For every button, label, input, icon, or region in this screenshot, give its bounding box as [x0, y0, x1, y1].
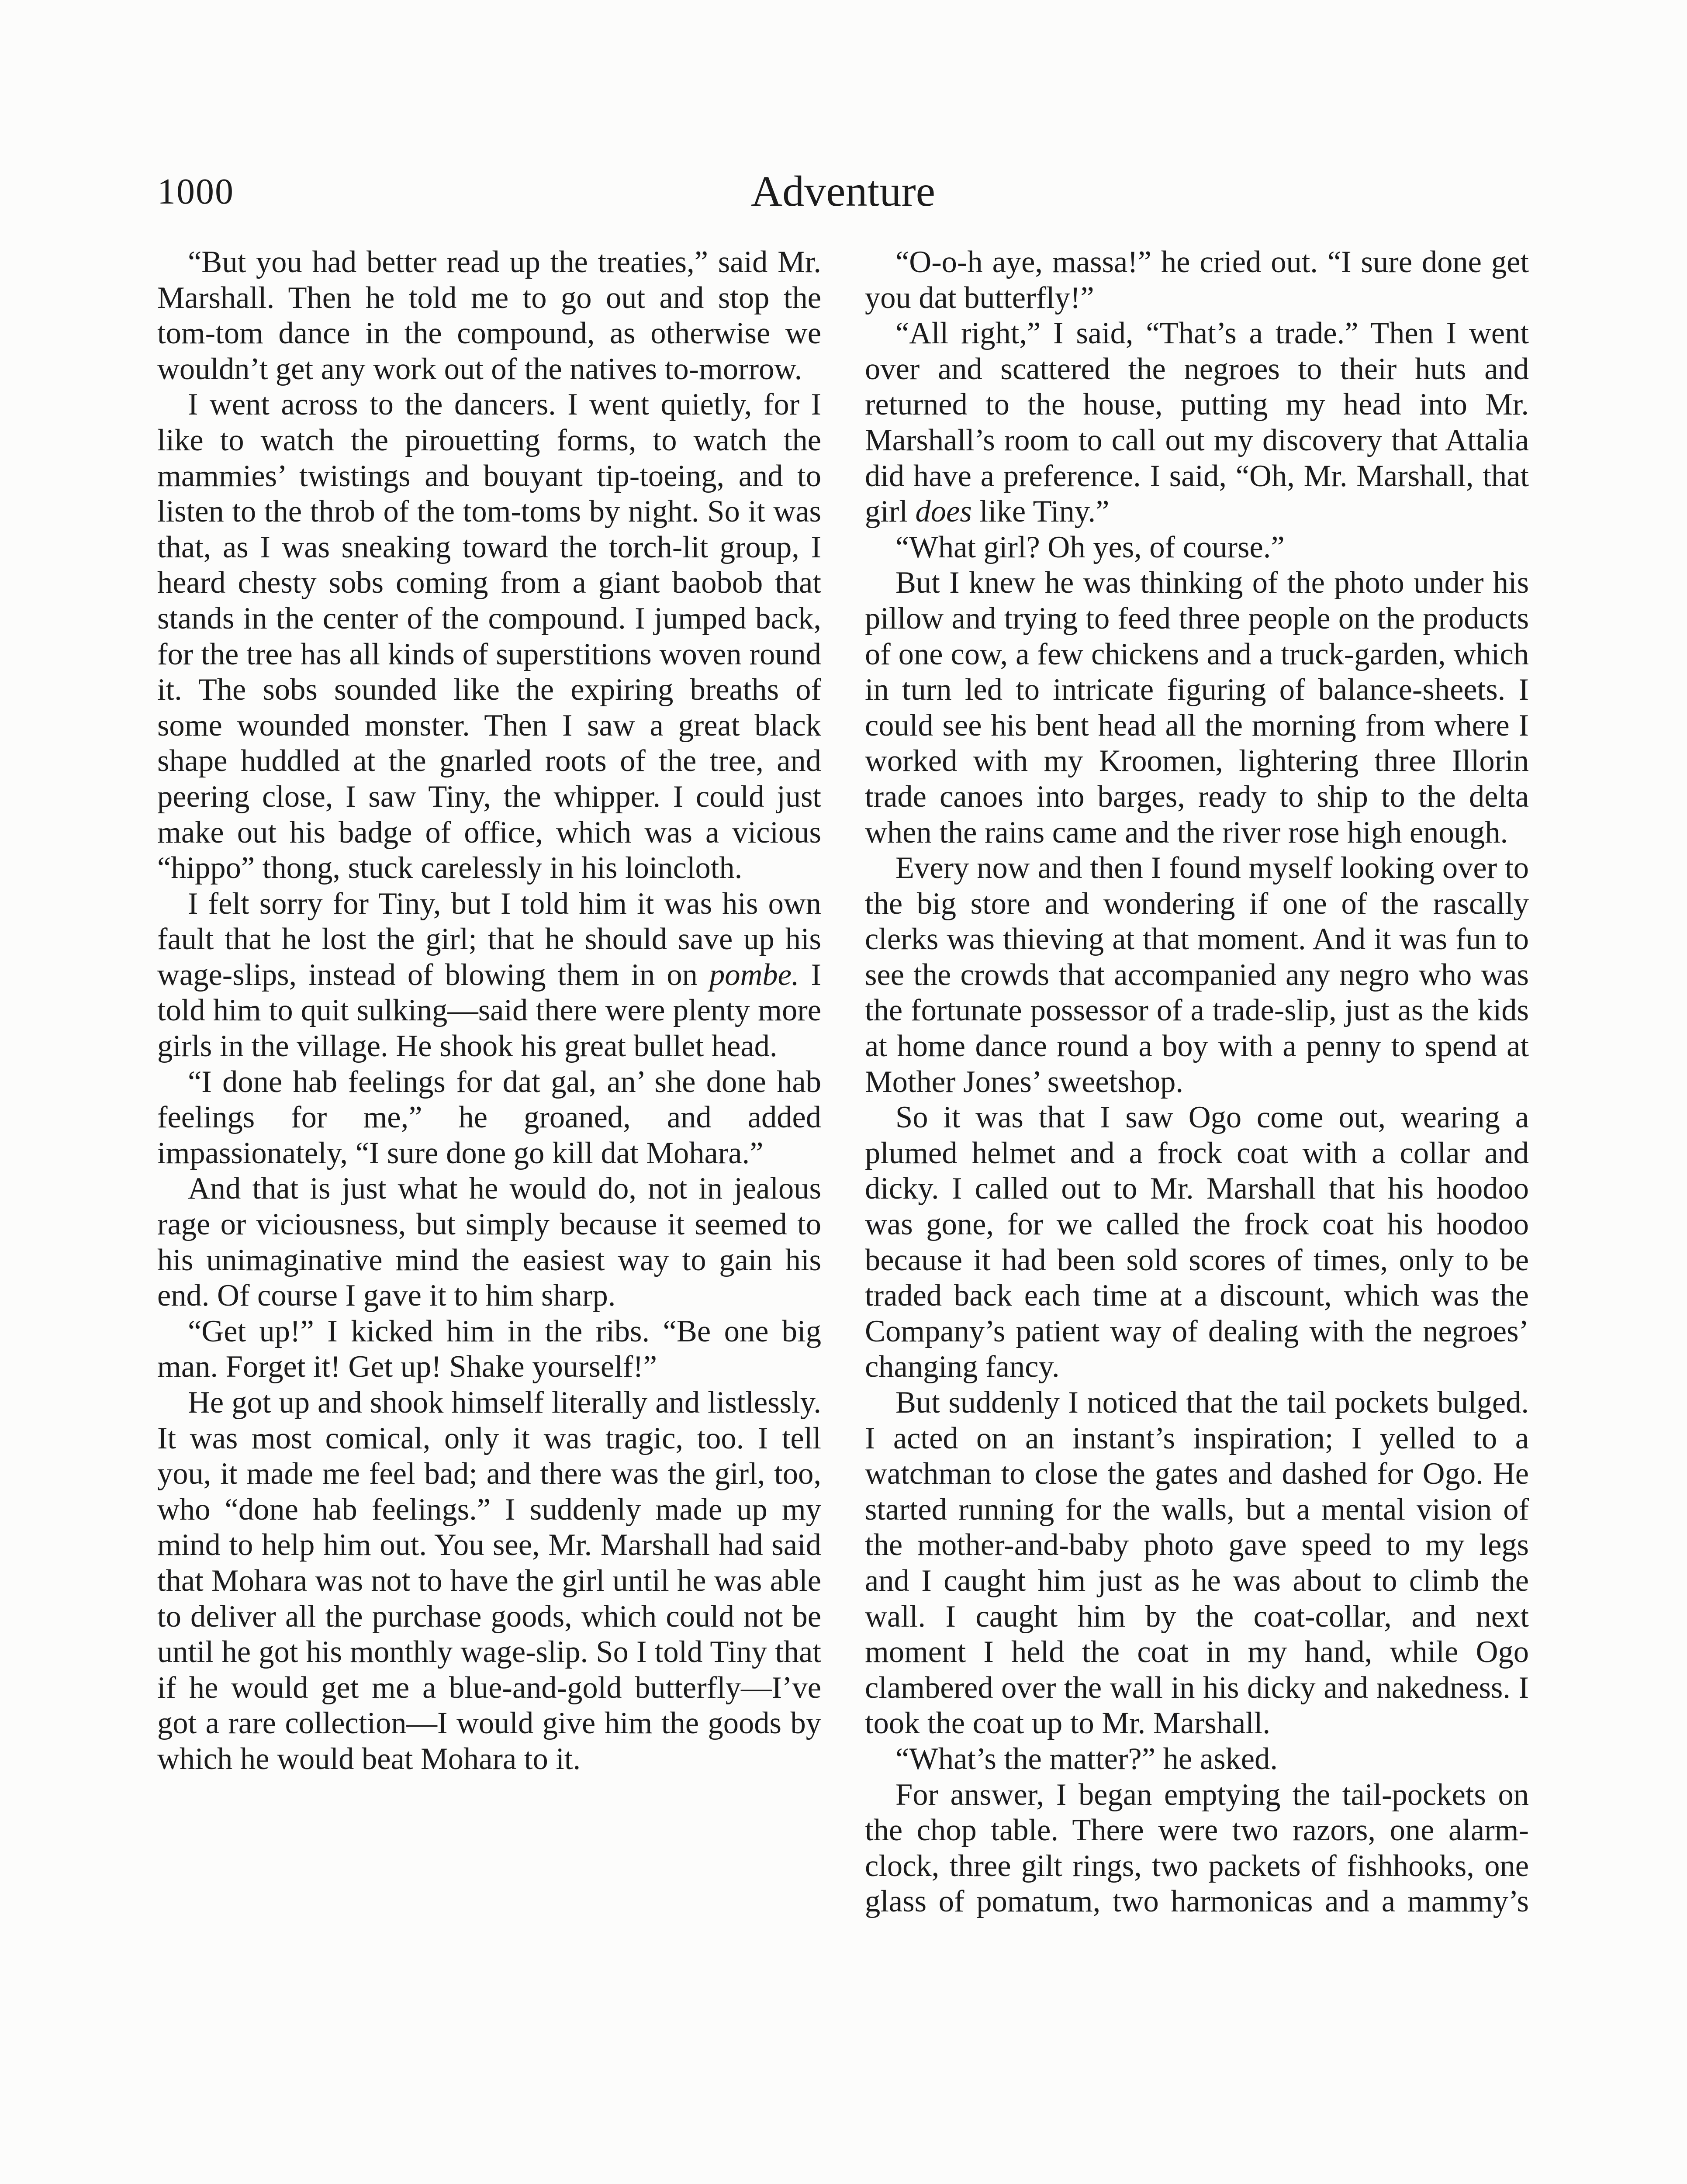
paragraph — [157, 387, 821, 886]
text-run: “What girl? Oh yes, of course.” — [895, 530, 1285, 564]
paragraph — [157, 1064, 821, 1171]
text-run: For answer, I began emptying the tail-pockets on the chop table. There were two razors, one alarm-clock, three gilt rings, two packets of fishhooks, one glass of pomatum, two harmonicas and a mammy’s — [865, 1777, 1529, 1919]
text-run: “What’s the matter?” he asked. — [895, 1742, 1278, 1776]
text-run: I felt sorry for Tiny, but I told him it was his own fault that he lost the girl; that he should save up his wage-slips, instead of blowing them in on — [157, 886, 821, 992]
paragraph — [157, 1171, 821, 1313]
paragraph — [865, 1742, 1529, 1777]
paragraph — [865, 565, 1529, 850]
left-text-column — [157, 245, 821, 1777]
paragraph — [865, 1385, 1529, 1742]
magazine-title: Adventure — [750, 167, 936, 215]
italic-text: does — [915, 494, 972, 529]
text-run: He got up and shook himself literally and listlessly. It was most comical, only it was tragic, too. I tell you, it made me feel bad; and there was the girl, too, who “done hab feelings.” I suddenly made up my mind to help him out. You see, Mr. Marshall had said that Mohara was not to have the girl until he was able to deliver all the purchase goods, which could not be until he got his monthly wage-slip. So I told Tiny that if he would get me a blue-and-gold butterfly—I’ve got a rare collection—I would give him the goods by which he would beat Mohara to it. — [157, 1386, 821, 1776]
paragraph — [157, 886, 821, 1064]
paragraph — [865, 245, 1529, 316]
text-run: “I done hab feelings for dat gal, an’ she done hab feelings for me,” he groaned, and added impassionately, “I sure done go kill dat Mohara.” — [157, 1064, 821, 1170]
text-run: “O-o-h aye, massa!” he cried out. “I sure done get you dat butterfly!” — [865, 245, 1529, 315]
page-header — [157, 166, 1529, 227]
text-run: I went across to the dancers. I went quietly, for I like to watch the pirouetting forms, to watch the mammies’ twistings and bouyant tip-toeing, and to listen to the throb of the tom-toms by night. So it was that, as I was sneaking toward the torch-lit group, I heard chesty sobs coming from a giant baobob that stands in the center of the compound. I jumped back, for the tree has all kinds of superstitions woven round it. The sobs sounded like the expiring breaths of some wounded monster. Then I saw a great black shape huddled at the gnarled roots of the tree, and peering close, I saw Tiny, the whipper. I could just make out his badge of office, which was a vicious “hippo” thong, stuck carelessly in his loincloth. — [157, 387, 821, 885]
text-run: “But you had better read up the treaties,” said Mr. Marshall. Then he told me to go out and stop the tom-tom dance in the compound, as otherwise we wouldn’t get any work out of the natives to-morrow. — [157, 245, 821, 386]
text-run: Every now and then I found myself looking over to the big store and wondering if one of the rascally clerks was thieving at that moment. And it was fun to see the crowds that accompanied any negro who was the fortunate possessor of a trade-slip, just as the kids at home dance round a boy with a penny to spend at Mother Jones’ sweetshop. — [865, 851, 1529, 1099]
text-run: I told him to quit sulking—said there were plenty more girls in the village. He shook his great bullet head. — [157, 957, 822, 1064]
text-run: “Get up!” I kicked him in the ribs. “Be one big man. Forget it! Get up! Shake yourself!” — [157, 1314, 821, 1384]
paragraph — [865, 850, 1529, 1100]
paragraph — [865, 1100, 1529, 1385]
paragraph — [157, 1385, 821, 1777]
text-run: So it was that I saw Ogo come out, wearing a plumed helmet and a frock coat with a collar and dicky. I called out to Mr. Marshall that his hoodoo was gone, for we called the frock coat his hoodoo because it had been sold scores of times, only to be traded back each time at a discount, which was the Company’s patient way of dealing with the negroes’ changing fancy. — [865, 1100, 1529, 1384]
text-run: But I knew he was thinking of the photo under his pillow and trying to feed three people on the products of one cow, a few chickens and a truck-garden, which in turn led to intricate figuring of balance-sheets. I could see his bent head all the morning from where I worked with my Kroomen, lightering three Illorin trade canoes into barges, ready to ship to the delta when the rains came and the river rose high enough. — [865, 566, 1529, 850]
text-run: like Tiny.” — [971, 494, 1110, 529]
paragraph — [865, 530, 1529, 566]
text-run: And that is just what he would do, not in jealous rage or viciousness, but simply because it seemed to his unimaginative mind the easiest way to gain his end. Of course I gave it to him sharp. — [157, 1171, 821, 1313]
paragraph — [157, 1314, 821, 1385]
italic-text: pombe. — [709, 957, 799, 992]
text-run: But suddenly I noticed that the tail pockets bulged. I acted on an instant’s inspiration; I yelled to a watchman to close the gates and dashed for Ogo. He started running for the walls, but a mental vision of the mother-and-baby photo gave speed to my legs and I caught him just as he was about to climb the wall. I caught him by the coat-collar, and next moment I held the coat in my hand, while Ogo clambered over the wall in his dicky and nakedness. I took the coat up to Mr. Marshall. — [865, 1386, 1529, 1741]
paragraph — [865, 1777, 1529, 1920]
text-run: “All right,” I said, “That’s a trade.” Then I went over and scattered the negroes to their huts and returned to the house, putting my head into Mr. Marshall’s room to call out my discovery that Attalia did have a preference. I said, “Oh, Mr. Marshall, that girl — [865, 316, 1529, 529]
paragraph — [865, 316, 1529, 530]
right-text-column — [865, 245, 1529, 1920]
page-number: 1000 — [157, 171, 234, 212]
paragraph — [157, 245, 821, 387]
